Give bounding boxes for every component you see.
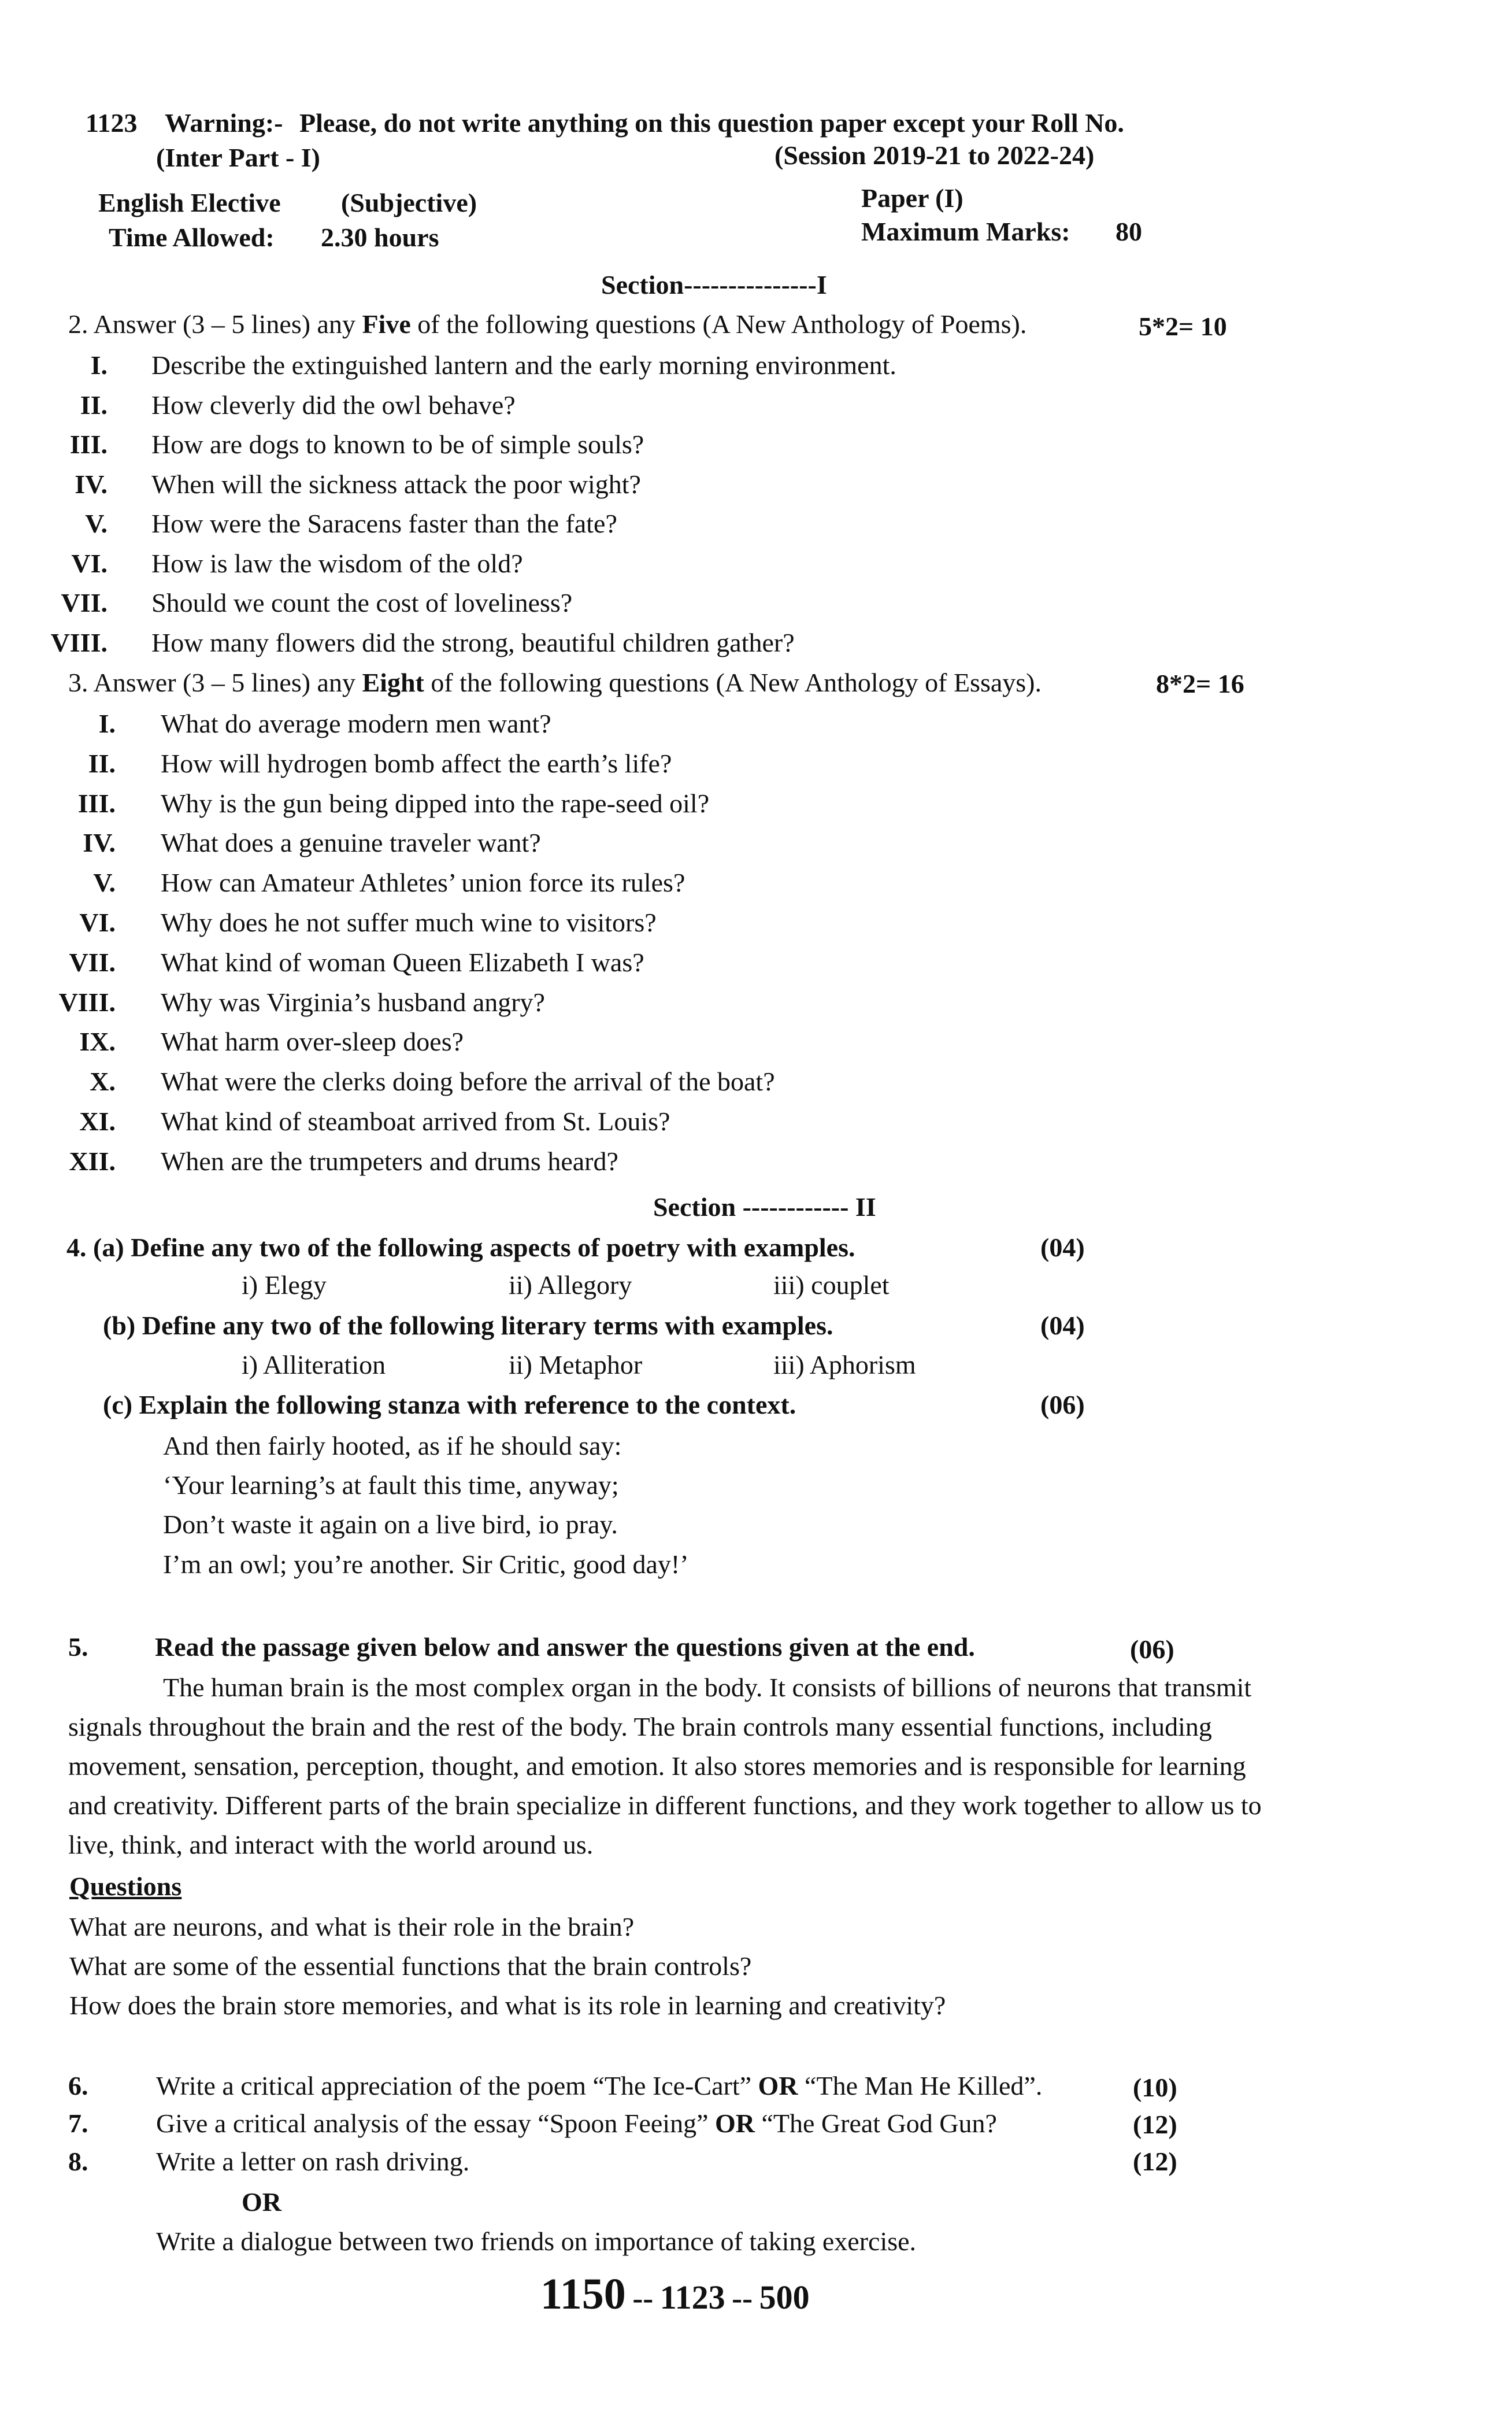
question-number: VIII. <box>58 987 116 1017</box>
marks-label: Maximum Marks: <box>861 217 1070 246</box>
q4a-opt-1: i) Elegy <box>242 1270 327 1300</box>
q8-alt: Write a dialogue between two friends on importance of taking exercise. <box>156 2226 917 2256</box>
session: (Session 2019-21 to 2022-24) <box>774 140 1095 170</box>
question-number: I. <box>98 709 116 738</box>
paper-code: 1123 <box>86 108 138 138</box>
stanza-line-2: ‘Your learning’s at fault this time, anyway; <box>163 1470 619 1500</box>
q4b-opt-3: iii) Aphorism <box>773 1350 916 1379</box>
question-text: What were the clerks doing before the arrival of the boat? <box>161 1067 775 1097</box>
question-number: VII. <box>69 947 116 977</box>
question-text: What kind of steamboat arrived from St. Louis? <box>161 1107 670 1136</box>
q4a-marks: (04) <box>1040 1233 1085 1262</box>
q7-num: 7. <box>68 2109 88 2138</box>
paper-type: (Subjective) <box>341 188 477 217</box>
subject: English Elective <box>98 188 281 217</box>
question-number: I. <box>90 350 108 380</box>
question-number: IV. <box>83 828 116 858</box>
question-number: III. <box>69 430 108 459</box>
stanza-line-3: Don’t waste it again on a live bird, io pray. <box>163 1510 618 1539</box>
q6-marks: (10) <box>1133 2073 1177 2102</box>
q7-marks: (12) <box>1133 2110 1177 2139</box>
q5-question-2: What are some of the essential functions that the brain controls? <box>69 1951 752 1981</box>
question-text: How can Amateur Athletes’ union force its rules? <box>161 868 685 898</box>
question-number: XII. <box>69 1146 116 1176</box>
section-1-title: Section---------------I <box>601 270 827 299</box>
marks-value: 80 <box>1116 217 1142 246</box>
question-number: VI. <box>79 908 116 937</box>
time-value: 2.30 hours <box>321 223 439 252</box>
question-text: How will hydrogen bomb affect the earth’s life? <box>161 748 672 778</box>
question-text: How were the Saracens faster than the fate? <box>151 509 617 538</box>
q6-text: Write a critical appreciation of the poem “The Ice-Cart” OR “The Man He Killed”. <box>156 2071 1043 2100</box>
question-text: What does a genuine traveler want? <box>161 828 541 858</box>
question-text: How many flowers did the strong, beautiful children gather? <box>151 627 795 657</box>
passage-line-4: and creativity. Different parts of the brain specialize in different functions, and they work together to allow us to <box>68 1791 1262 1820</box>
question-number: V. <box>93 868 116 898</box>
question-text: When will the sickness attack the poor wight? <box>151 469 641 499</box>
question-number: VIII. <box>50 627 108 657</box>
question-text: What harm over-sleep does? <box>161 1027 464 1057</box>
question-text: What do average modern men want? <box>161 709 551 738</box>
question-text: Why is the gun being dipped into the rape-seed oil? <box>161 788 710 818</box>
question-number: VII. <box>61 588 108 617</box>
question-number: II. <box>88 748 116 778</box>
q5-question-1: What are neurons, and what is their role in the brain? <box>69 1912 635 1941</box>
q2-heading: 2. Answer (3 – 5 lines) any Five of the following questions (A New Anthology of Poems). <box>68 309 1027 339</box>
q4a-opt-2: ii) Allegory <box>509 1270 632 1300</box>
q4a-opt-3: iii) couplet <box>773 1270 890 1300</box>
q4b-opt-1: i) Alliteration <box>242 1350 386 1379</box>
q5-question-3: How does the brain store memories, and what is its role in learning and creativity? <box>69 1991 946 2020</box>
q4b-marks: (04) <box>1040 1311 1085 1340</box>
question-text: How cleverly did the owl behave? <box>151 390 516 420</box>
q4b-label: (b) Define any two of the following literary terms with examples. <box>103 1311 833 1340</box>
question-text: Why does he not suffer much wine to visitors? <box>161 908 657 937</box>
q3-heading: 3. Answer (3 – 5 lines) any Eight of the following questions (A New Anthology of Essays). <box>68 668 1042 697</box>
question-text: Should we count the cost of loveliness? <box>151 588 573 617</box>
inter-part: (Inter Part - I) <box>156 143 320 172</box>
passage-line-5: live, think, and interact with the world around us. <box>68 1830 594 1859</box>
passage-line-3: movement, sensation, perception, thought, and emotion. It also stores memories and is responsible for learning <box>68 1751 1246 1781</box>
question-number: V. <box>85 509 108 538</box>
question-number: XI. <box>79 1107 116 1136</box>
time-label: Time Allowed: <box>109 223 275 252</box>
q8-text: Write a letter on rash driving. <box>156 2147 470 2176</box>
stanza-line-1: And then fairly hooted, as if he should say: <box>163 1431 622 1460</box>
q8-or: OR <box>242 2187 281 2217</box>
passage-line-2: signals throughout the brain and the rest of the body. The brain controls many essential functions, including <box>68 1712 1212 1741</box>
paper-number: Paper (I) <box>861 183 963 213</box>
question-number: II. <box>80 390 108 420</box>
question-number: IV. <box>75 469 108 499</box>
q2-marks: 5*2= 10 <box>1139 312 1227 341</box>
q4b-opt-2: ii) Metaphor <box>509 1350 643 1379</box>
stanza-line-4: I’m an owl; you’re another. Sir Critic, good day!’ <box>163 1549 689 1579</box>
q4a-label: 4. (a) Define any two of the following aspects of poetry with examples. <box>66 1233 855 1262</box>
question-number: VI. <box>71 548 108 578</box>
passage-line-1: The human brain is the most complex organ in the body. It consists of billions of neurons that transmit <box>163 1673 1252 1702</box>
q5-label: Read the passage given below and answer the questions given at the end. <box>155 1632 975 1662</box>
footer-code: 1150 -- 1123 -- 500 <box>540 2270 810 2318</box>
q7-text: Give a critical analysis of the essay “Spoon Feeing” OR “The Great God Gun? <box>156 2109 997 2138</box>
question-text: How are dogs to known to be of simple souls? <box>151 430 644 459</box>
warning-label: Warning:- <box>165 108 283 138</box>
question-number: X. <box>90 1067 116 1097</box>
question-text: Why was Virginia’s husband angry? <box>161 987 545 1017</box>
question-text: What kind of woman Queen Elizabeth I was? <box>161 947 644 977</box>
q5-num: 5. <box>68 1632 88 1662</box>
q4c-marks: (06) <box>1040 1390 1085 1419</box>
warning-text: Please, do not write anything on this question paper except your Roll No. <box>299 108 1124 138</box>
q3-marks: 8*2= 16 <box>1156 669 1244 698</box>
question-text: When are the trumpeters and drums heard? <box>161 1146 618 1176</box>
q6-num: 6. <box>68 2071 88 2100</box>
q5-marks: (06) <box>1130 1634 1174 1664</box>
q4c-label: (c) Explain the following stanza with reference to the context. <box>103 1390 796 1419</box>
q8-num: 8. <box>68 2147 88 2176</box>
section-2-title: Section ------------ II <box>653 1192 876 1222</box>
questions-title: Questions <box>69 1871 182 1901</box>
q8-marks: (12) <box>1133 2147 1177 2176</box>
question-text: How is law the wisdom of the old? <box>151 548 523 578</box>
question-number: III. <box>77 788 116 818</box>
question-text: Describe the extinguished lantern and the early morning environment. <box>151 350 896 380</box>
question-number: IX. <box>79 1027 116 1057</box>
